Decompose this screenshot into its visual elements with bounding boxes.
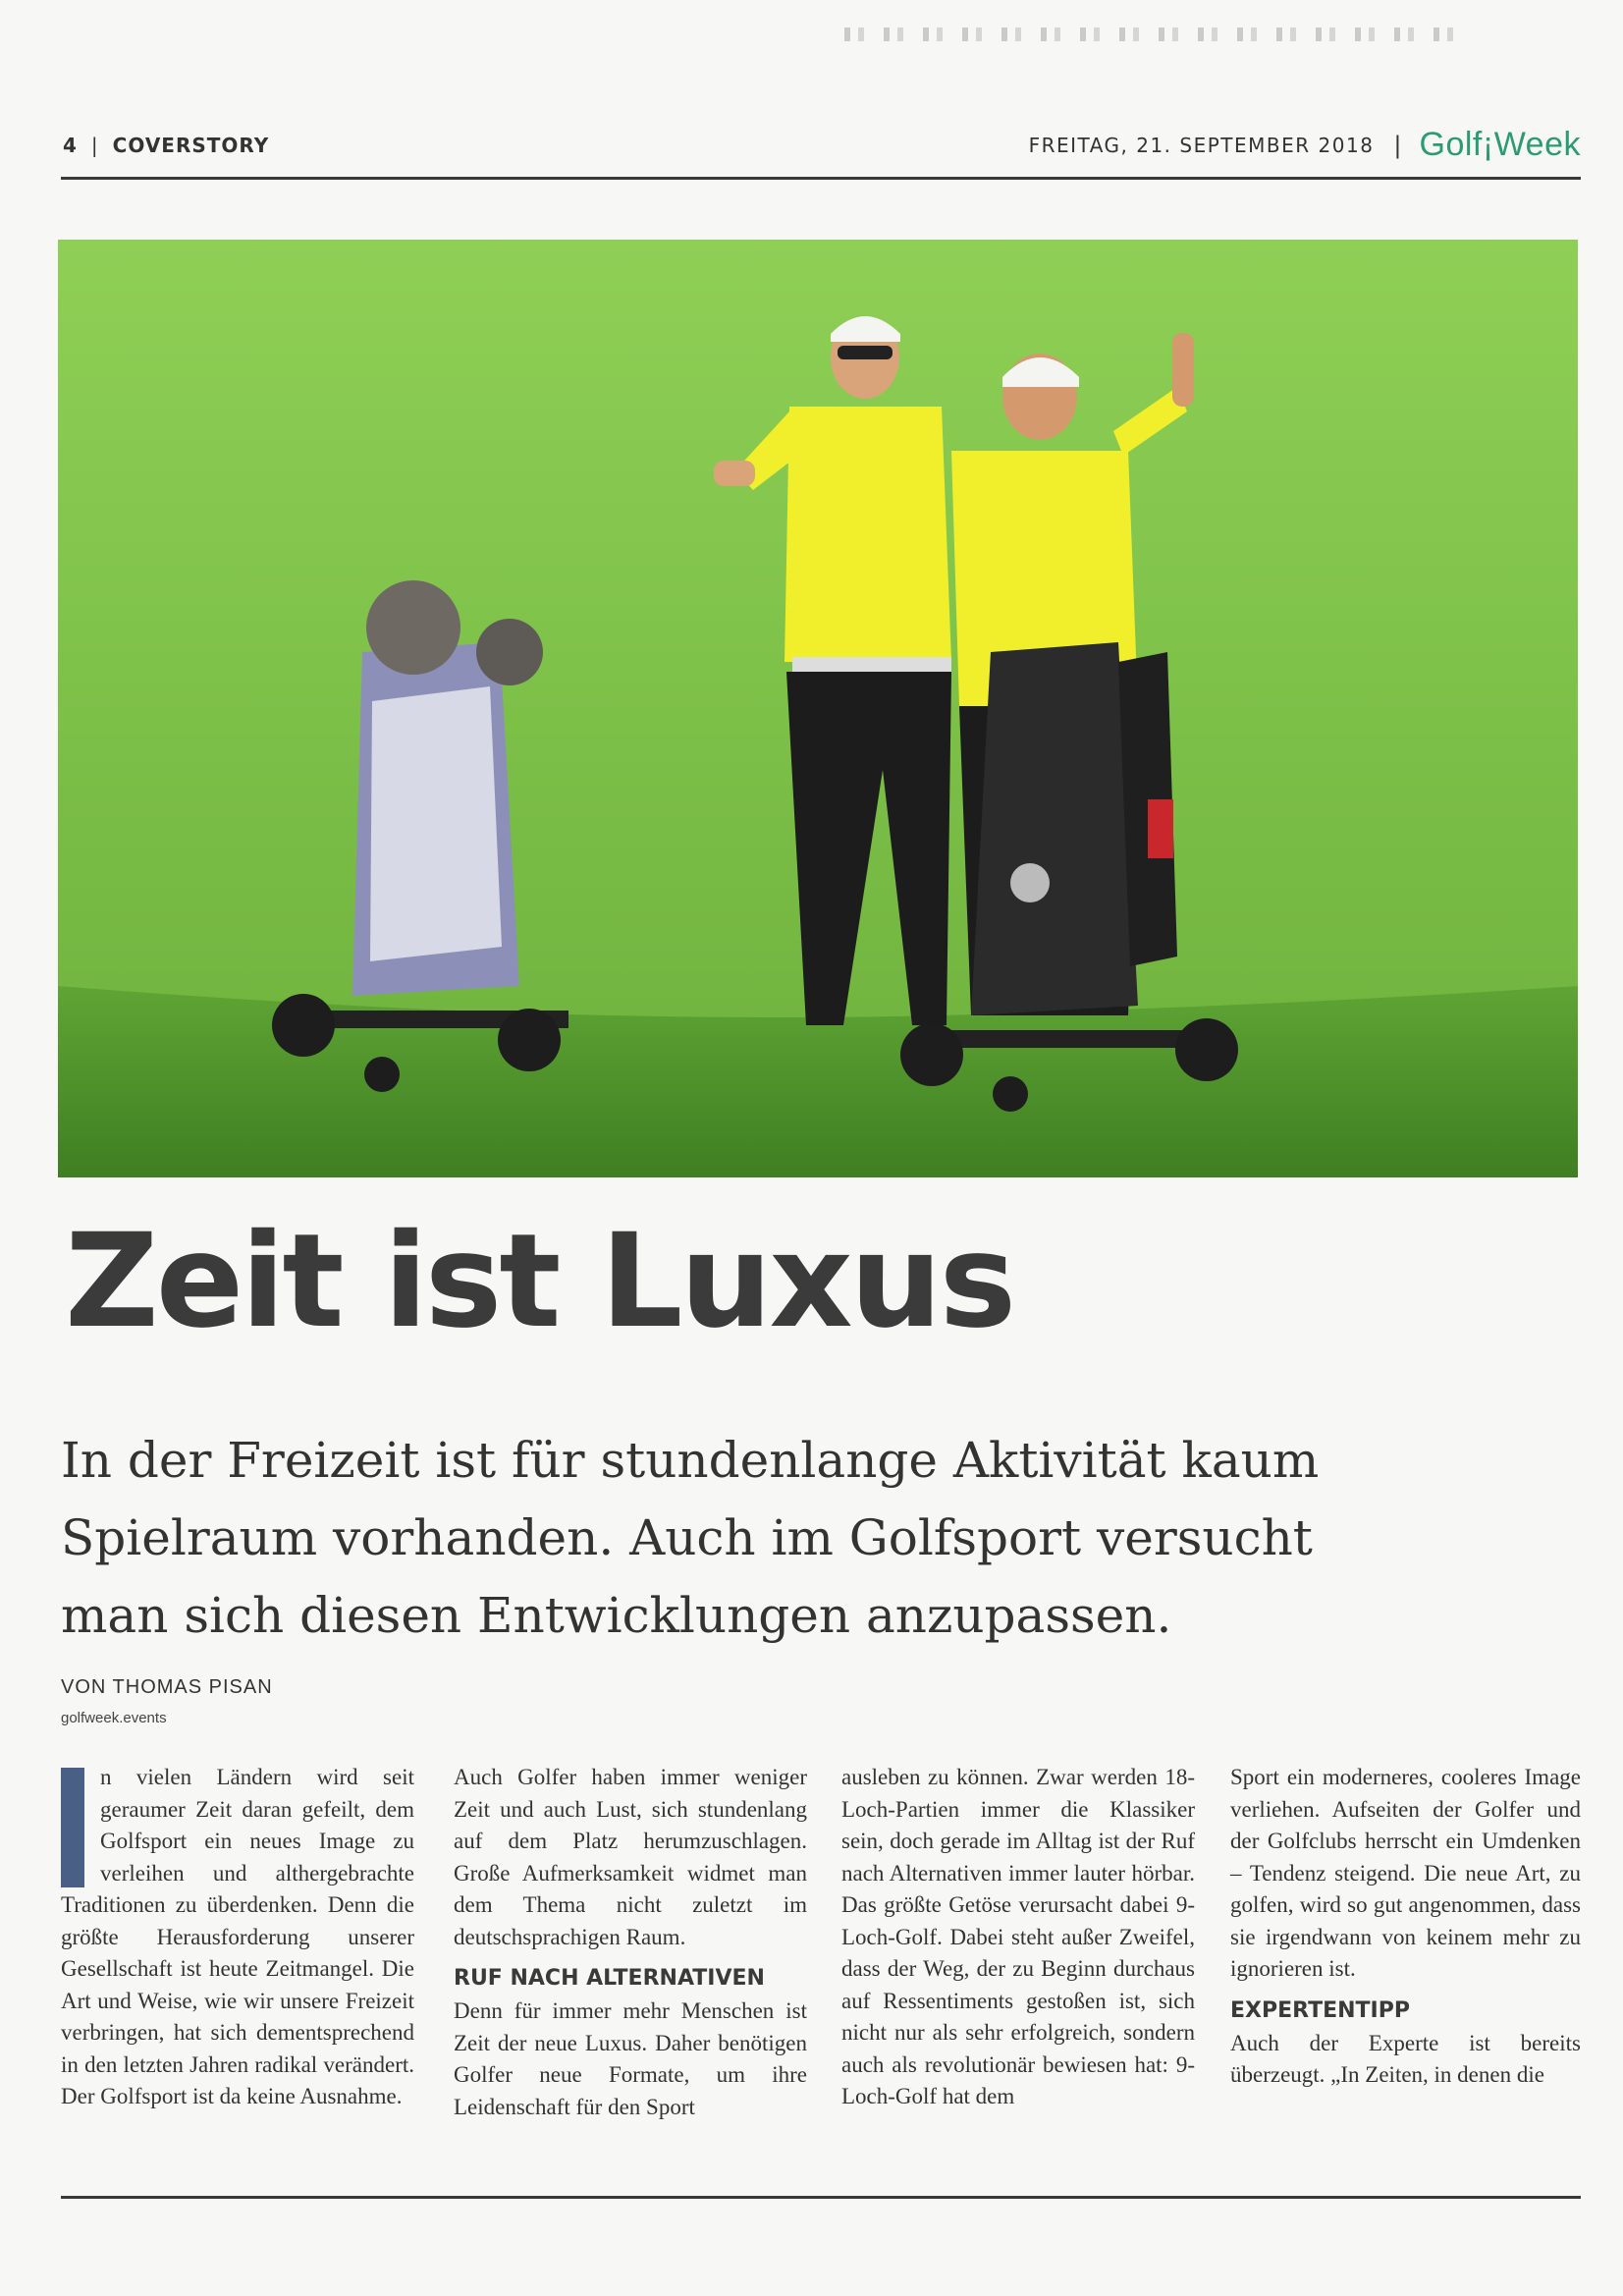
column-3-text: ausleben zu können. Zwar werden 18-Loch-Partien immer die Klassiker sein, doch gerade im Alltag ist der Ruf nach Alternativen immer lauter hörbar. Das größte Getöse verursacht dabei 9-Loch-Golf. Dabei steht außer Zweifel, dass der Weg, der zu Beginn durchaus auf Ressentiments gestoßen ist, sich nicht nur als sehr erfolgreich, sondern auch als revolutionär bewiesen hat: 9-Loch-Golf hat dem [841, 1765, 1195, 2108]
header-separator: | [90, 134, 99, 157]
byline: VON THOMAS PISAN [61, 1676, 273, 1698]
golfweek-logo: Golf¡Week [1419, 126, 1581, 163]
issue-date: FREITAG, 21. SEPTEMBER 2018 [1028, 133, 1375, 157]
source-credit: golfweek.events [61, 1710, 167, 1726]
article-column-4 [1230, 1762, 1581, 2092]
article-column-3 [841, 1762, 1195, 2113]
cover-photo [58, 240, 1578, 1177]
deck-subheadline: In der Freizeit ist für stundenlange Aktivität kaum Spielraum vorhanden. Auch im Golfsport versucht man sich diesen Entwicklungen anzupassen. [61, 1432, 1320, 1644]
header-rule [61, 177, 1581, 180]
header-separator-right: | [1393, 131, 1402, 159]
headline: Zeit ist Luxus [65, 1206, 1014, 1357]
subheading-expertentipp: EXPERTENTIPP [1230, 1997, 1410, 2023]
scan-artifact [844, 27, 1453, 41]
header-left [63, 134, 269, 157]
article-column-1 [61, 1762, 414, 2113]
subheading-alternatives: RUF NACH ALTERNATIVEN [454, 1966, 765, 1991]
footer-rule [61, 2196, 1581, 2199]
page-header [61, 126, 1581, 175]
page-number: 4 [63, 134, 78, 157]
drop-cap [61, 1768, 84, 1887]
column-1-text: n vielen Ländern wird seit geraumer Zeit daran gefeilt, dem Golfsport ein neues Image zu verleihen und althergebrachte Traditionen zu überdenken. Denn die größte Herausforderung unserer Gesellschaft ist heute Zeitmangel. Die Art und Weise, wie wir unsere Freizeit verbringen, hat sich dementsprechend in den letzten Jahren radikal verändert. Der Golfsport ist da keine Ausnahme. [61, 1765, 414, 2108]
section-label: COVERSTORY [112, 134, 270, 157]
golfers-photo [58, 240, 1578, 1177]
column-2-text-continued: Denn für immer mehr Menschen ist Zeit der neue Luxus. Daher benötigen Golfer neue Formate, um ihre Leidenschaft für den Sport [454, 1998, 807, 2119]
column-4-text: Sport ein moderneres, cooleres Image verliehen. Aufseiten der Golfer und der Golfclubs herrscht ein Umdenken – Tendenz steigend. Die neue Art, zu golfen, wird so gut angenommen, dass sie irgendwann von keinem mehr zu ignorieren ist. [1230, 1765, 1581, 1981]
header-right [1029, 126, 1581, 164]
article-column-2 [454, 1762, 807, 2123]
column-2-text: Auch Golfer haben immer weniger Zeit und auch Lust, sich stundenlang auf dem Platz herumzuschlagen. Große Aufmerksamkeit widmet man dem Thema nicht zuletzt im deutschsprachigen Raum. [454, 1765, 807, 1949]
column-4-text-continued: Auch der Experte ist bereits überzeugt. „In Zeiten, in denen die [1230, 2030, 1581, 2087]
